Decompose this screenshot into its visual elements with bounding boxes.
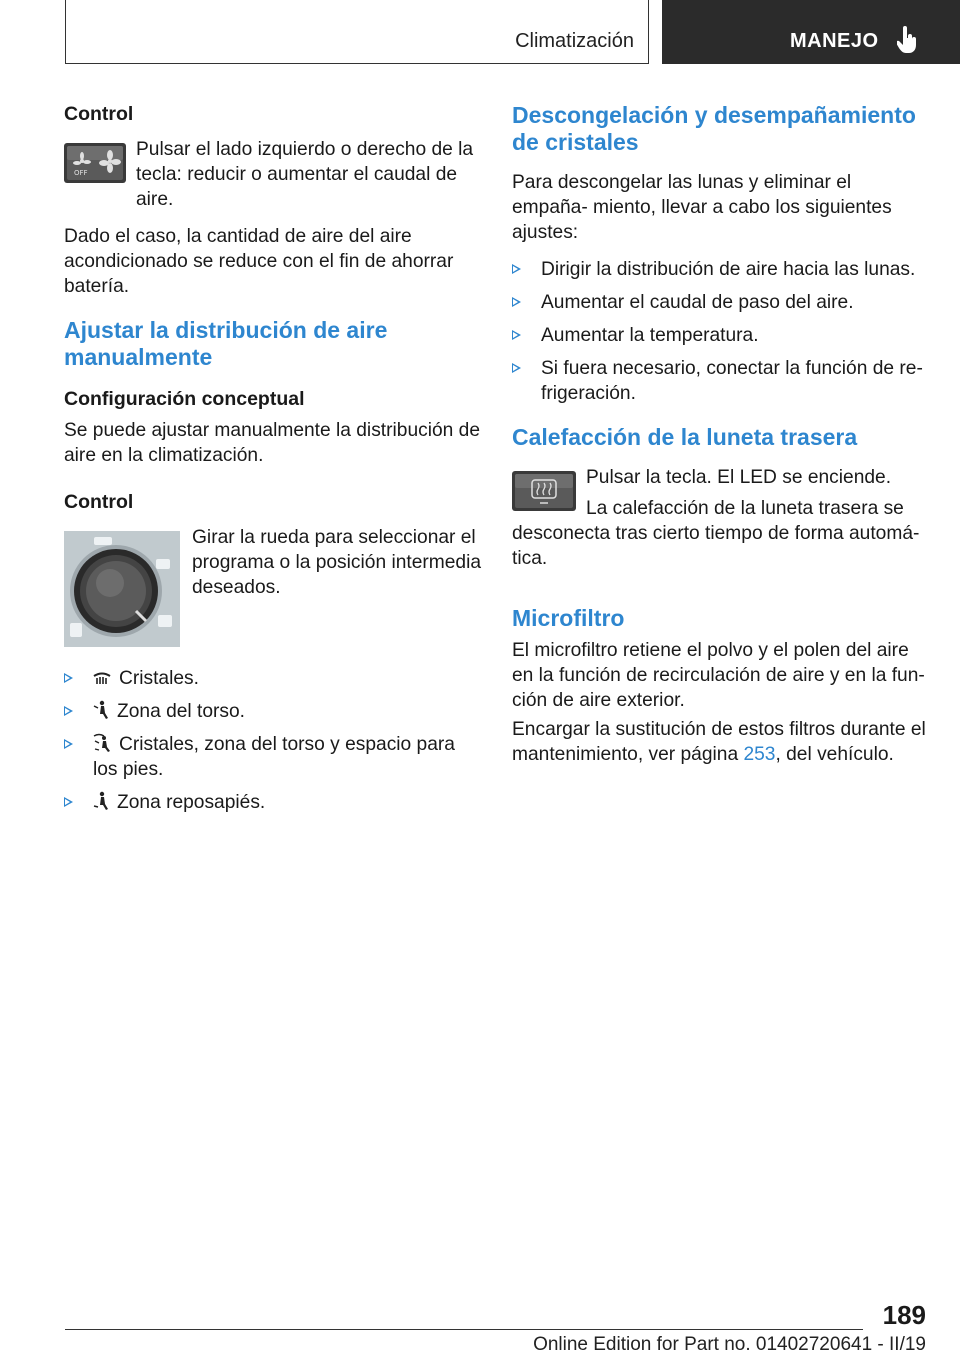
page-link[interactable]: 253 [743, 744, 776, 765]
defrost-steps-list [512, 257, 926, 406]
rear-heating-heading: Calefacción de la luneta trasera [512, 424, 858, 450]
upper-body-air-icon [93, 700, 109, 720]
chapter-label: MANEJO [790, 30, 879, 52]
triangle-bullet-icon [512, 330, 521, 340]
list-item: Dirigir la distribución de aire hacia las lunas. [512, 257, 926, 282]
right-column [512, 102, 926, 779]
control2-text: Girar la rueda para seleccionar el programa o la posición intermedia deseados. [192, 527, 482, 598]
triangle-bullet-icon [64, 706, 73, 716]
list-item: Aumentar el caudal de paso del aire. [512, 290, 926, 315]
section-title: Climatización [515, 30, 634, 52]
list-item: Si fuera necesario, conectar la función de re- frigeración. [512, 356, 926, 406]
edition-text: Online Edition for Part no. 01402720641 - II/19 [533, 1334, 926, 1355]
micro-text-b: Encargar la sustitución de estos filtros durante el mantenimiento, ver página 253, del vehículo. [512, 719, 926, 765]
defrost-text: Para descongelar las lunas y eliminar el empaña- miento, llevar a cabo los siguientes ajustes: [512, 172, 892, 243]
micro-text-a: El microfiltro retiene el polvo y el polen del aire en la función de recirculación de aire y en la fun- ción de aire exterior. [512, 640, 925, 711]
mode-label: Cristales. [119, 668, 199, 689]
list-item [64, 732, 482, 782]
list-item [64, 790, 482, 815]
triangle-bullet-icon [512, 363, 521, 373]
footer-divider [65, 1329, 863, 1330]
mode-label: Zona reposapiés. [117, 792, 266, 813]
list-item: Aumentar la temperatura. [512, 323, 926, 348]
control2-heading: Control [64, 491, 134, 513]
concept-heading: Configuración conceptual [64, 388, 305, 410]
triangle-bullet-icon [64, 673, 73, 683]
rear-text-b: La calefacción de la luneta trasera se desconecta tras cierto tiempo de forma automá- tica. [512, 498, 920, 569]
rear-text-a: Pulsar la tecla. El LED se enciende. [586, 467, 892, 488]
control1-text-b: Dado el caso, la cantidad de aire del aire acondicionado se reduce con el fin de ahorrar batería. [64, 226, 454, 297]
all-zones-air-icon [93, 733, 111, 753]
left-column [64, 102, 482, 823]
mode-label: Cristales, zona del torso y espacio para los pies. [93, 734, 455, 780]
concept-text: Se puede ajustar manualmente la distribución de aire en la climatización. [64, 420, 480, 466]
svg-text:OFF: OFF [74, 169, 88, 177]
distribution-knob-image [64, 531, 180, 652]
hand-pointer-icon [897, 26, 919, 54]
footwell-air-icon [93, 791, 109, 811]
triangle-bullet-icon [512, 264, 521, 274]
defrost-heading: Descongelación y desempañamiento de cristales [512, 102, 916, 155]
control1-heading: Control [64, 103, 134, 125]
microfilter-heading: Microfiltro [512, 605, 625, 631]
page-number: 189 [882, 1300, 926, 1330]
rear-defrost-button-image [512, 471, 576, 516]
distribution-heading: Ajustar la distribución de aire manualmente [64, 317, 388, 370]
list-item [64, 699, 482, 724]
mode-label: Zona del torso. [117, 701, 245, 722]
chapter-tab[interactable] [662, 0, 960, 64]
air-modes-list [64, 666, 482, 815]
windshield-icon [93, 671, 111, 687]
list-item [64, 666, 482, 691]
control1-text-a: Pulsar el lado izquierdo o derecho de la tecla: reducir o aumentar el caudal de aire. [136, 139, 474, 210]
triangle-bullet-icon [512, 297, 521, 307]
triangle-bullet-icon [64, 797, 73, 807]
fan-button-image [64, 143, 126, 188]
triangle-bullet-icon [64, 739, 73, 749]
